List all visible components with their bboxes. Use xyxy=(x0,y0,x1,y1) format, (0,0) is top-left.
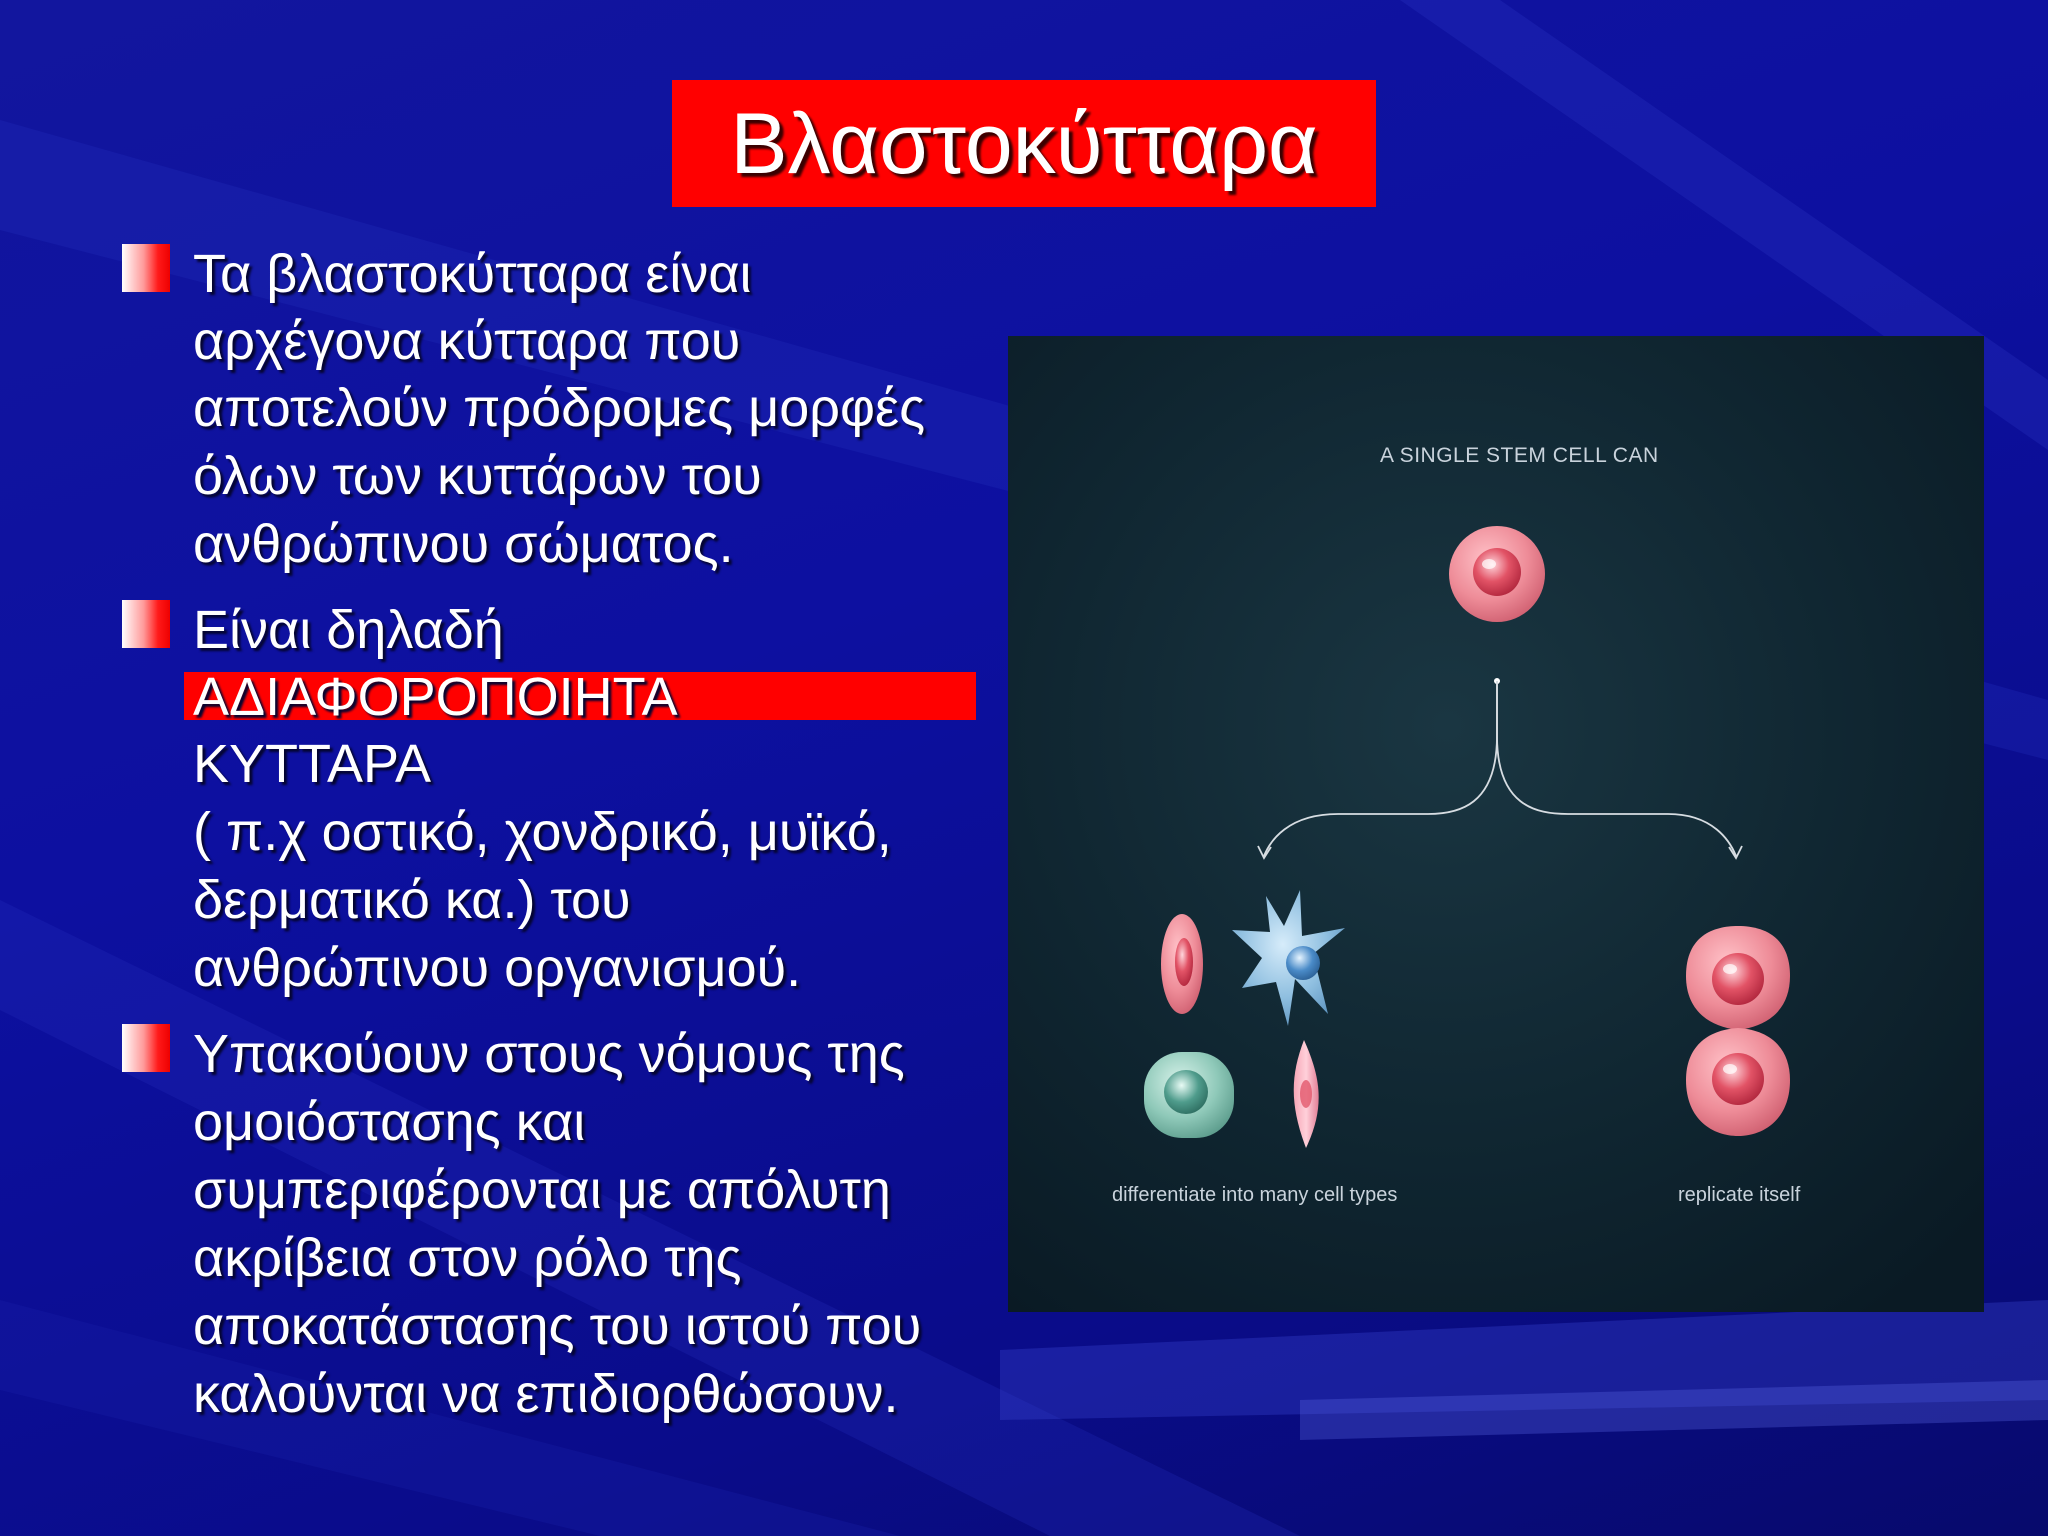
text-line: αρχέγονα κύτταρα που xyxy=(193,311,741,371)
text-line: όλων των κυττάρων του xyxy=(193,446,762,506)
figure-title: A SINGLE STEM CELL CAN xyxy=(1380,444,1659,467)
stem-cell-diagram xyxy=(1008,336,1984,1312)
slide-title: Βλαστοκύτταρα xyxy=(730,95,1318,192)
text-line: συμπεριφέρονται με απόλυτη xyxy=(193,1160,891,1220)
bullet-marker xyxy=(122,600,170,648)
text-line-highlighted: ΑΔΙΑΦΟΡΟΠΟΙΗΤΑ xyxy=(193,667,678,727)
text-line: αποτελούν πρόδρομες μορφές xyxy=(193,378,926,438)
text-line: καλούνται να επιδιορθώσουν. xyxy=(193,1364,899,1424)
red-blood-cell-icon xyxy=(1161,914,1203,1014)
text-line: ανθρώπινου οργανισμού. xyxy=(193,938,802,998)
stem-cell-figure xyxy=(1008,336,1984,1312)
text-line: ακρίβεια στον ρόλο της xyxy=(193,1228,742,1288)
title-box xyxy=(672,80,1376,207)
bullet-marker xyxy=(122,244,170,292)
text-line: ομοιόστασης και xyxy=(193,1092,586,1152)
stem-cell-teal-icon xyxy=(1144,1052,1234,1138)
text-line: Τα βλαστοκύτταρα είναι xyxy=(193,244,752,304)
bullet-marker xyxy=(122,1024,170,1072)
text-line: Είναι δηλαδή xyxy=(193,600,504,660)
stem-cell-icon xyxy=(1449,526,1545,622)
text-line: αποκατάστασης του ιστού που xyxy=(193,1296,922,1356)
text-line: ανθρώπινου σώματος. xyxy=(193,514,734,574)
text-line: δερματικό κα.) του xyxy=(193,870,631,930)
text-line: ΚΥΤΤΑΡΑ xyxy=(193,734,432,794)
text-line: Υπακούουν στους νόμους της xyxy=(193,1024,905,1084)
figure-caption-replicate: replicate itself xyxy=(1678,1184,1801,1206)
figure-caption-differentiate: differentiate into many cell types xyxy=(1112,1184,1398,1206)
text-line: ( π.χ οστικό, χονδρικό, μυϊκό, xyxy=(193,802,892,862)
